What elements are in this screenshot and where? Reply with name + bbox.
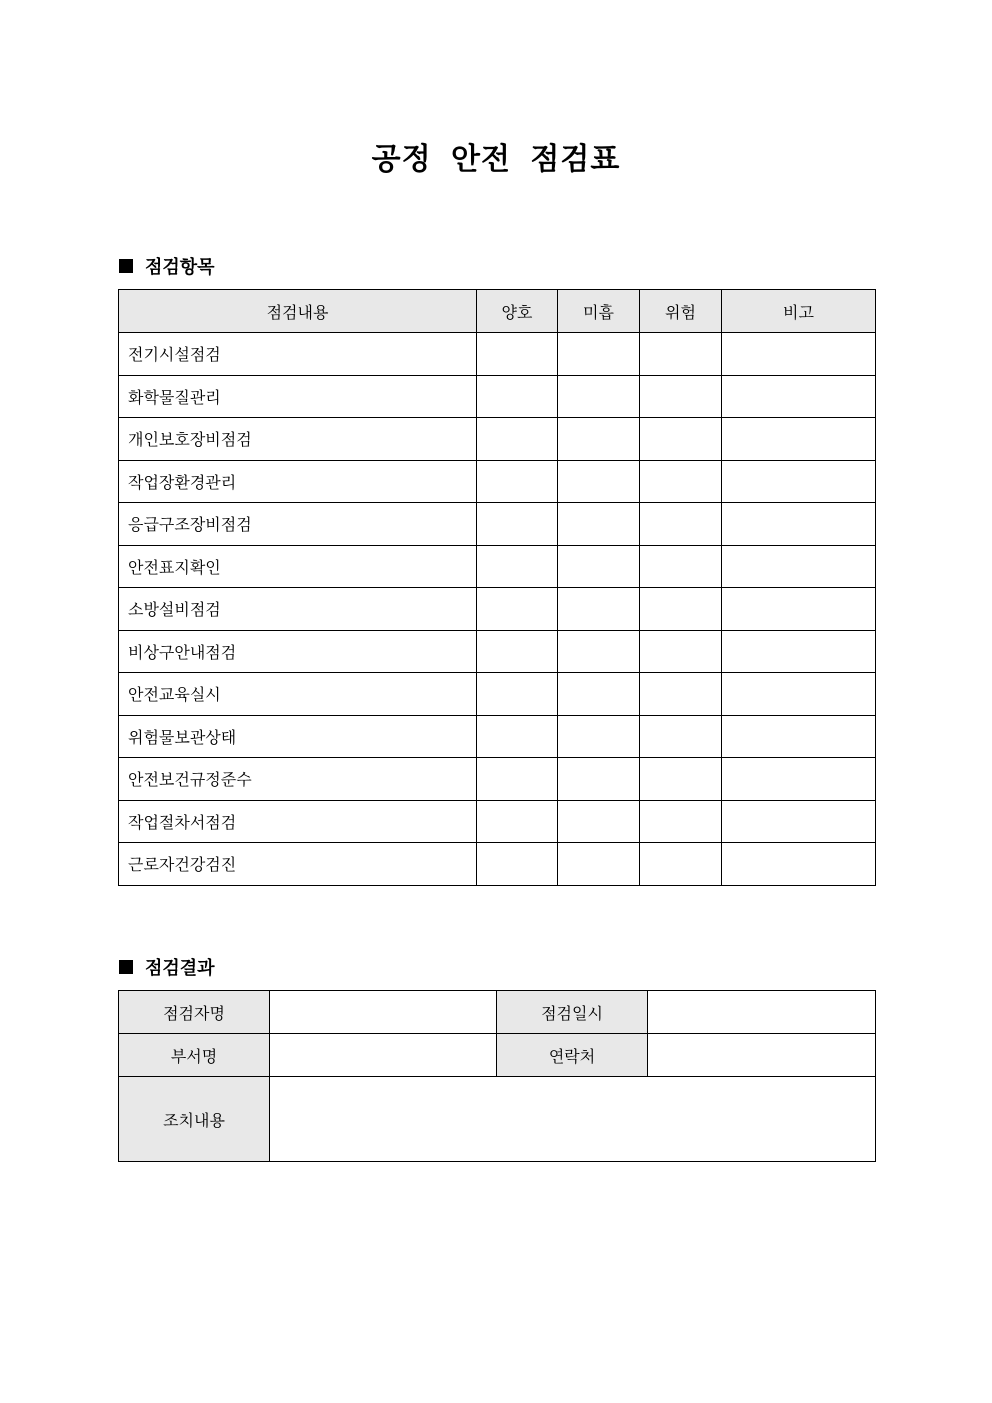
- results-section-heading: [119, 954, 215, 980]
- checklist-item-label: 화학물질관리: [119, 375, 477, 418]
- good-cell[interactable]: [477, 460, 558, 503]
- danger-cell[interactable]: [640, 758, 722, 801]
- remarks-cell[interactable]: [722, 333, 876, 376]
- insufficient-cell[interactable]: [558, 758, 640, 801]
- danger-cell[interactable]: [640, 503, 722, 546]
- checklist-section-heading: [119, 253, 215, 279]
- remarks-cell[interactable]: [722, 800, 876, 843]
- checklist-row: [119, 545, 876, 588]
- remarks-cell[interactable]: [722, 588, 876, 631]
- column-header-insufficient: 미흡: [558, 290, 640, 333]
- remarks-cell[interactable]: [722, 375, 876, 418]
- department-field[interactable]: [270, 1034, 497, 1077]
- danger-cell[interactable]: [640, 843, 722, 886]
- insufficient-cell[interactable]: [558, 673, 640, 716]
- good-cell[interactable]: [477, 630, 558, 673]
- checklist-row: [119, 715, 876, 758]
- insufficient-cell[interactable]: [558, 800, 640, 843]
- good-cell[interactable]: [477, 800, 558, 843]
- checklist-row: [119, 333, 876, 376]
- checklist-item-label: 안전보건규정준수: [119, 758, 477, 801]
- column-header-content: 점검내용: [119, 290, 477, 333]
- checklist-row: [119, 843, 876, 886]
- remarks-cell[interactable]: [722, 418, 876, 461]
- checklist-row: [119, 460, 876, 503]
- remarks-cell[interactable]: [722, 503, 876, 546]
- square-bullet-icon: [119, 259, 133, 273]
- document-title: 공정 안전 점검표: [371, 142, 621, 177]
- danger-cell[interactable]: [640, 333, 722, 376]
- danger-cell[interactable]: [640, 418, 722, 461]
- insufficient-cell[interactable]: [558, 503, 640, 546]
- column-header-good: 양호: [477, 290, 558, 333]
- danger-cell[interactable]: [640, 800, 722, 843]
- good-cell[interactable]: [477, 673, 558, 716]
- insufficient-cell[interactable]: [558, 630, 640, 673]
- checklist-row: [119, 800, 876, 843]
- danger-cell[interactable]: [640, 630, 722, 673]
- results-row: [119, 1034, 876, 1077]
- good-cell[interactable]: [477, 758, 558, 801]
- checklist-table: [118, 289, 876, 886]
- danger-cell[interactable]: [640, 375, 722, 418]
- insufficient-cell[interactable]: [558, 545, 640, 588]
- results-heading-text: 점검결과: [145, 958, 215, 979]
- checklist-row: [119, 673, 876, 716]
- inspection-date-label: 점검일시: [497, 991, 648, 1034]
- contact-label: 연락처: [497, 1034, 648, 1077]
- insufficient-cell[interactable]: [558, 460, 640, 503]
- checklist-item-label: 작업장환경관리: [119, 460, 477, 503]
- remarks-cell[interactable]: [722, 545, 876, 588]
- checklist-item-label: 작업절차서점검: [119, 800, 477, 843]
- good-cell[interactable]: [477, 715, 558, 758]
- remarks-cell[interactable]: [722, 758, 876, 801]
- danger-cell[interactable]: [640, 460, 722, 503]
- remarks-cell[interactable]: [722, 460, 876, 503]
- inspector-name-label: 점검자명: [119, 991, 270, 1034]
- column-header-danger: 위험: [640, 290, 722, 333]
- checklist-item-label: 안전교육실시: [119, 673, 477, 716]
- checklist-header-row: [119, 290, 876, 333]
- insufficient-cell[interactable]: [558, 588, 640, 631]
- insufficient-cell[interactable]: [558, 333, 640, 376]
- checklist-item-label: 위험물보관상태: [119, 715, 477, 758]
- column-header-remarks: 비고: [722, 290, 876, 333]
- checklist-item-label: 응급구조장비점검: [119, 503, 477, 546]
- checklist-heading-text: 점검항목: [145, 257, 215, 278]
- danger-cell[interactable]: [640, 588, 722, 631]
- contact-field[interactable]: [648, 1034, 876, 1077]
- inspection-date-field[interactable]: [648, 991, 876, 1034]
- action-taken-label: 조치내용: [119, 1077, 270, 1162]
- checklist-row: [119, 503, 876, 546]
- danger-cell[interactable]: [640, 673, 722, 716]
- checklist-item-label: 안전표지확인: [119, 545, 477, 588]
- checklist-row: [119, 418, 876, 461]
- checklist-item-label: 비상구안내점검: [119, 630, 477, 673]
- insufficient-cell[interactable]: [558, 418, 640, 461]
- good-cell[interactable]: [477, 375, 558, 418]
- danger-cell[interactable]: [640, 545, 722, 588]
- inspector-name-field[interactable]: [270, 991, 497, 1034]
- checklist-item-label: 근로자건강검진: [119, 843, 477, 886]
- insufficient-cell[interactable]: [558, 375, 640, 418]
- results-row: [119, 991, 876, 1034]
- danger-cell[interactable]: [640, 715, 722, 758]
- results-row: [119, 1077, 876, 1162]
- checklist-row: [119, 630, 876, 673]
- department-label: 부서명: [119, 1034, 270, 1077]
- action-taken-field[interactable]: [270, 1077, 876, 1162]
- checklist-item-label: 소방설비점검: [119, 588, 477, 631]
- checklist-item-label: 전기시설점검: [119, 333, 477, 376]
- remarks-cell[interactable]: [722, 843, 876, 886]
- insufficient-cell[interactable]: [558, 843, 640, 886]
- good-cell[interactable]: [477, 588, 558, 631]
- checklist-item-label: 개인보호장비점검: [119, 418, 477, 461]
- checklist-row: [119, 588, 876, 631]
- good-cell[interactable]: [477, 545, 558, 588]
- good-cell[interactable]: [477, 333, 558, 376]
- checklist-row: [119, 758, 876, 801]
- remarks-cell[interactable]: [722, 715, 876, 758]
- remarks-cell[interactable]: [722, 630, 876, 673]
- results-table: [118, 990, 876, 1162]
- good-cell[interactable]: [477, 503, 558, 546]
- checklist-row: [119, 375, 876, 418]
- square-bullet-icon: [119, 960, 133, 974]
- good-cell[interactable]: [477, 418, 558, 461]
- insufficient-cell[interactable]: [558, 715, 640, 758]
- good-cell[interactable]: [477, 843, 558, 886]
- remarks-cell[interactable]: [722, 673, 876, 716]
